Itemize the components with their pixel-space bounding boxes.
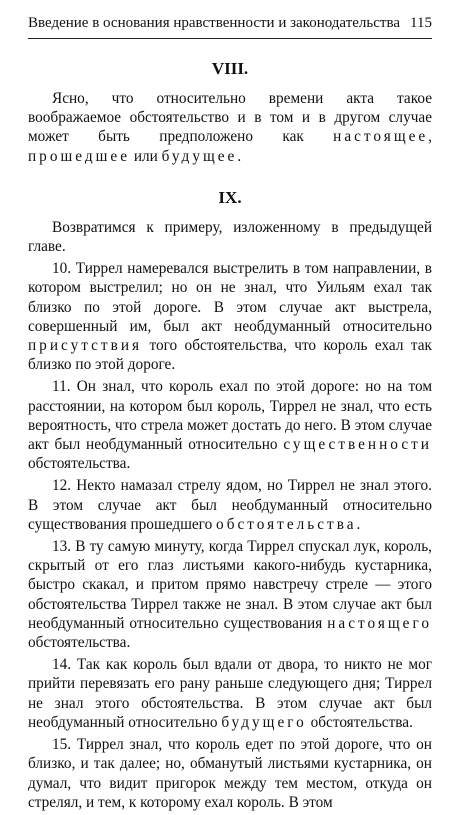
paragraph-12 xyxy=(28,476,432,534)
text-run: 11. Он знал, что король ехал по этой дороге: но на том расстоянии, на котором был король, Тиррел не знал, что есть вероятность, что стрела может достать до него. В этом случае акт был необдуманный относительно xyxy=(28,378,432,454)
paragraph-15: 15. Тиррел знал, что король едет по этой дороге, что он близко, и так далее; но, обманутый листьями кустарника, он думал, что видит пригорок между тем местом, откуда он стрелял, и тем, к которому ехал король. В этом xyxy=(28,736,432,811)
text-run: . xyxy=(356,515,361,533)
paragraph-11 xyxy=(28,377,432,473)
text-run: 14. Так как король был вдали от двора, то никто не мог прийти перевязать его рану раньше следующего дня; Тиррел не знал этого обстоятельства. В этом случае акт был необдуманный относительно xyxy=(28,656,432,731)
book-page xyxy=(28,14,432,815)
spaced-term: будущее xyxy=(161,147,238,165)
text-run: того обстоятельства, что король ехал так близко по этой дороге. xyxy=(28,337,432,374)
running-header-title: Введение в основания нравственности и законодательства xyxy=(28,15,400,31)
text-run: обстоятельства. xyxy=(28,634,131,652)
paragraph-10 xyxy=(28,259,432,374)
section-heading-ix: IX. xyxy=(218,187,242,207)
spaced-term: обстоятельства xyxy=(216,515,357,533)
text-run: 10. Тиррел намеревался выстрелить в том направлении, в котором выстрелил; но он не знал, что Уильям ехал так близко по этой дороге. В этом случае акт выстрела, совершенный им, был акт необдуманный относительно xyxy=(28,260,432,335)
text-run: . xyxy=(237,147,242,165)
paragraph-13 xyxy=(28,537,432,652)
spaced-term: настоящего xyxy=(327,614,432,632)
spaced-term: прошедшее xyxy=(28,147,130,165)
text-run: обстоятельства. xyxy=(306,713,413,731)
text-run: , xyxy=(428,128,432,146)
text-run: 13. В ту самую минуту, когда Тиррел спускал лук, король, скрытый от его глаз листьями какого-нибудь кустарника, быстро скакал, и притом прямо навстречу стреле — этого обстоятельства Тиррел также не знал. В этом случае акт был необдуманный относительно существования xyxy=(28,538,432,632)
spaced-term: существенности xyxy=(283,436,432,454)
paragraph-ix-intro: Возвратимся к примеру, изложенному в предыдущей главе. xyxy=(28,218,432,256)
section-heading-viii: VIII. xyxy=(211,59,249,78)
spaced-term: присутствия xyxy=(28,337,143,355)
text-run: 12. Некто намазал стрелу ядом, но Тиррел не знал этого. В этом случае акт был необдуманный относительно существования прошедшего xyxy=(28,477,432,533)
spaced-term: настоящее xyxy=(333,128,429,146)
spaced-term: будущего xyxy=(221,713,307,731)
paragraph-viii xyxy=(28,89,432,166)
text-run: Ясно, что относительно времени акта такое воображаемое обстоятельство и в том и в другом случае может быть предположено как xyxy=(28,90,432,146)
paragraph-14 xyxy=(28,655,432,732)
text-run: или xyxy=(130,147,162,165)
page-number: 115 xyxy=(410,15,432,31)
text-run: обстоятельства. xyxy=(28,455,131,473)
running-header xyxy=(28,14,432,39)
